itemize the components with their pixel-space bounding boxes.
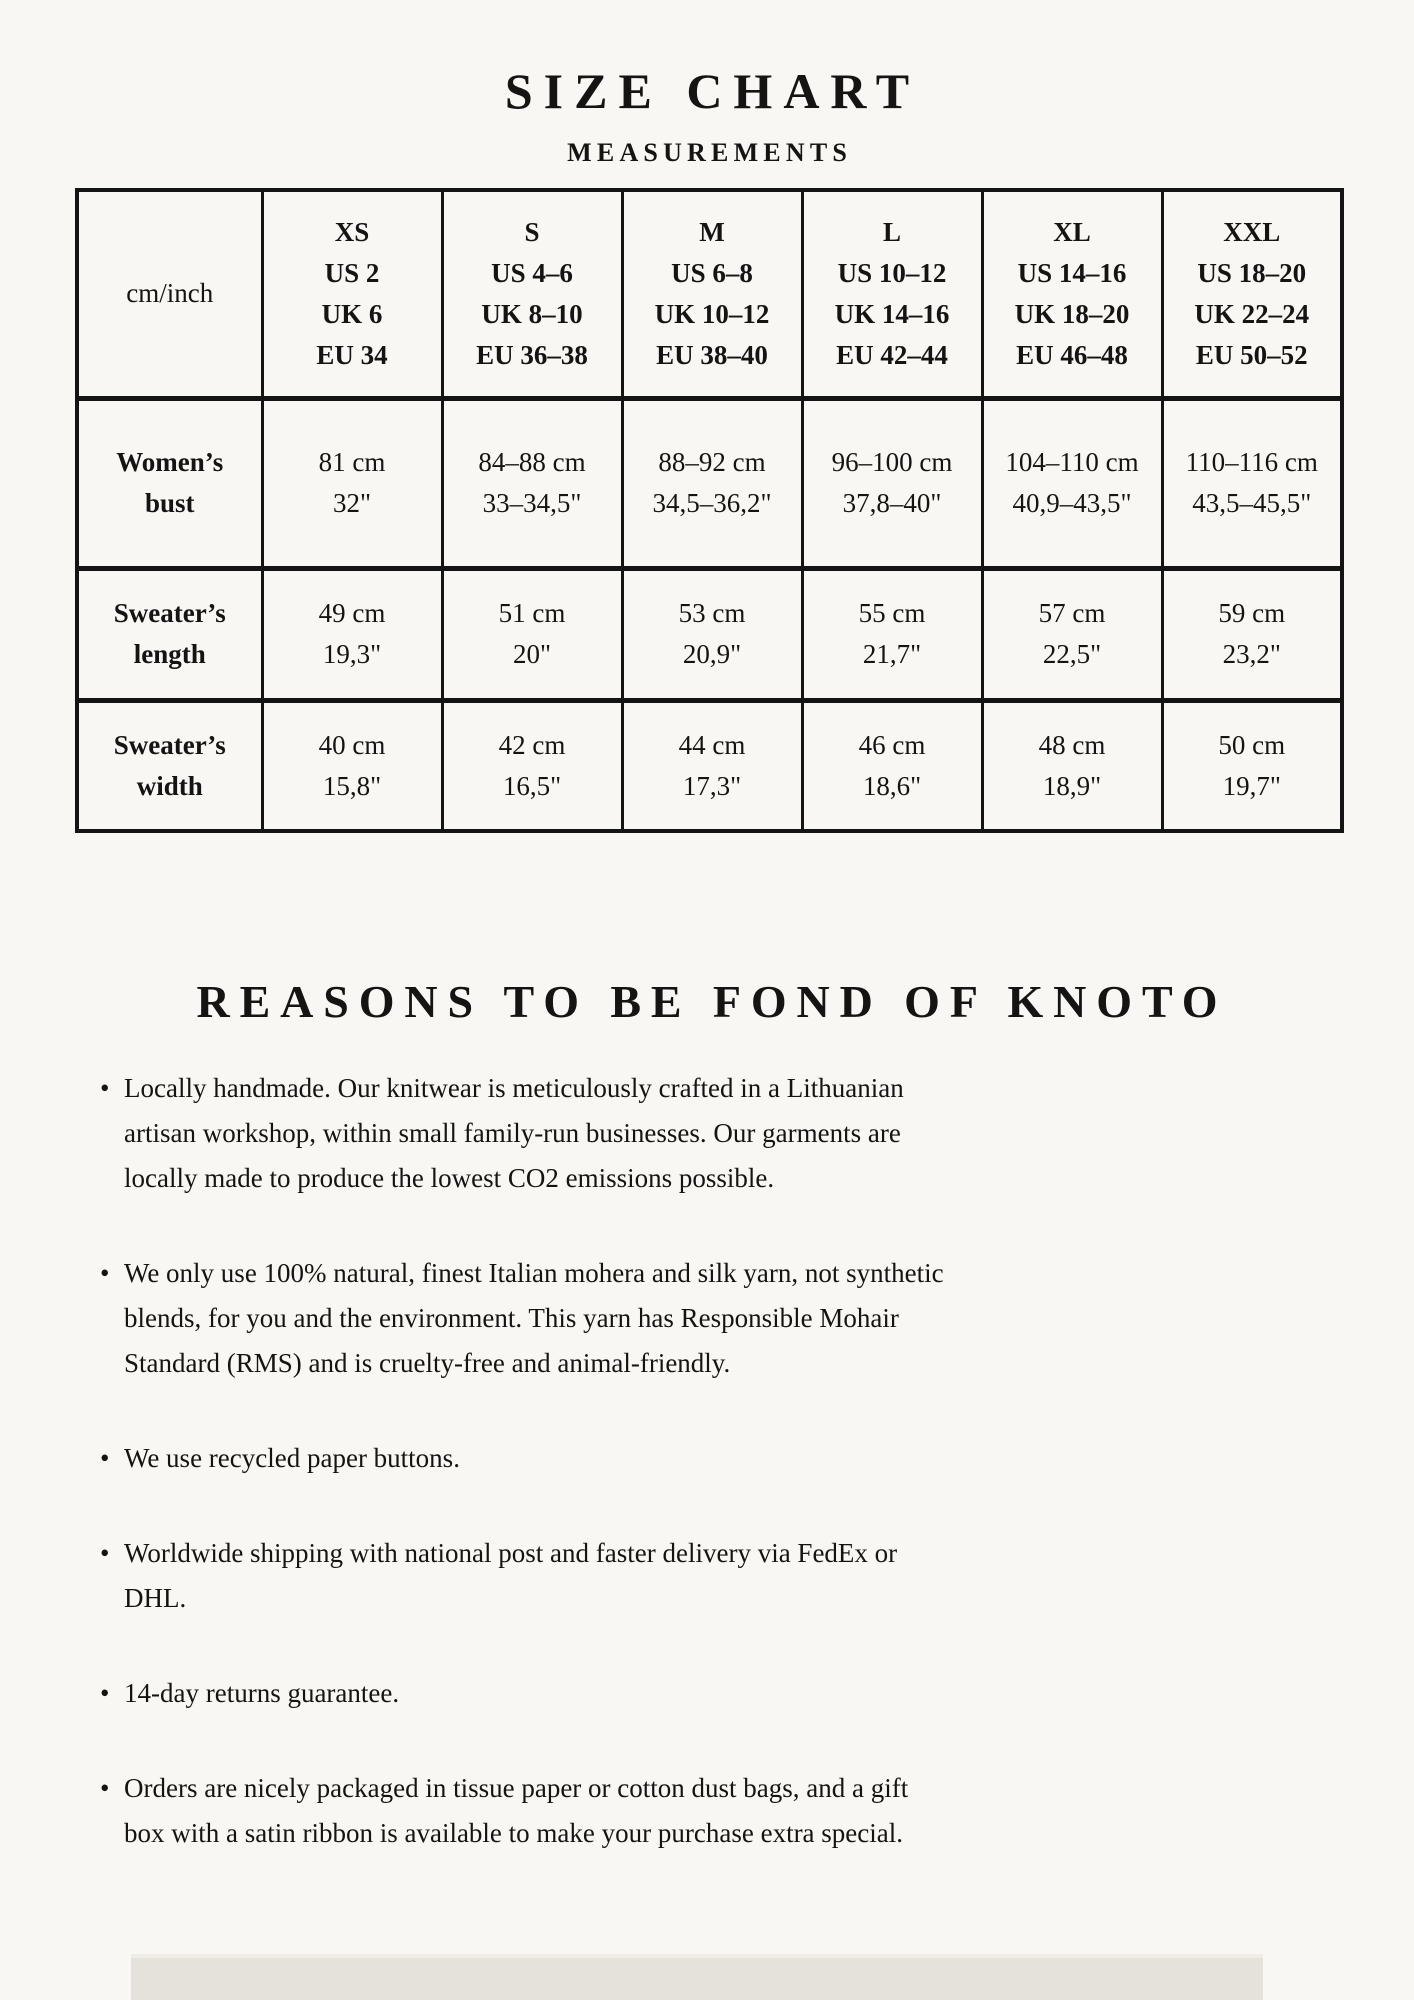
inch-value: 40,9–43,5" <box>1012 488 1132 518</box>
row-label-line: Women’s <box>116 447 224 477</box>
row-label-womens-bust <box>77 398 262 568</box>
measurement-cell <box>622 700 802 831</box>
inch-value: 18,9" <box>1042 770 1102 801</box>
cm-value: 110–116 cm <box>1185 447 1318 477</box>
us-size: US 2 <box>324 257 380 288</box>
footer-bar <box>131 1954 1263 2000</box>
reasons-heading: REASONS TO BE FOND OF KNOTO <box>196 976 1228 1027</box>
measurement-cell <box>802 700 982 831</box>
list-item-line: box with a satin ribbon is available to make your purchase extra special. <box>124 1818 904 1848</box>
uk-size: UK 14–16 <box>834 298 950 329</box>
inch-value: 20,9" <box>682 639 742 669</box>
size-label: M <box>699 216 725 247</box>
us-size: US 6–8 <box>671 257 753 288</box>
uk-size: UK 18–20 <box>1014 298 1130 329</box>
list-item <box>100 1436 1080 1481</box>
cm-value: 59 cm <box>1218 598 1286 628</box>
cm-value: 48 cm <box>1038 729 1106 760</box>
us-size: US 14–16 <box>1017 257 1127 288</box>
list-item-line: blends, for you and the environment. This yarn has Responsible Mohair <box>124 1303 899 1333</box>
inch-value: 17,3" <box>682 770 742 801</box>
size-label: XS <box>334 216 370 247</box>
eu-size: EU 46–48 <box>1016 339 1128 370</box>
size-label: L <box>882 216 901 247</box>
inch-value: 19,3" <box>322 639 382 669</box>
cm-value: 51 cm <box>498 598 566 628</box>
inch-value: 21,7" <box>862 639 922 669</box>
inch-value: 18,6" <box>862 770 922 801</box>
uk-size: UK 8–10 <box>481 298 583 329</box>
measurement-cell <box>262 700 442 831</box>
cm-value: 44 cm <box>678 729 746 760</box>
column-header-m <box>622 190 802 398</box>
cm-value: 96–100 cm <box>831 447 953 477</box>
measurement-cell <box>262 568 442 700</box>
row-label-sweaters-length <box>77 568 262 700</box>
uk-size: UK 22–24 <box>1194 298 1310 329</box>
cm-value: 42 cm <box>498 729 566 760</box>
measurement-cell <box>622 568 802 700</box>
inch-value: 33–34,5" <box>482 488 582 518</box>
column-header-l <box>802 190 982 398</box>
measurement-cell <box>982 700 1162 831</box>
cm-value: 40 cm <box>318 729 386 760</box>
measurement-cell <box>622 398 802 568</box>
measurement-cell <box>442 568 622 700</box>
cm-value: 57 cm <box>1038 598 1106 628</box>
eu-size: EU 38–40 <box>656 339 768 370</box>
table-row-sweaters-length <box>77 568 1342 700</box>
cm-value: 53 cm <box>678 598 746 628</box>
size-label: XL <box>1053 216 1091 247</box>
row-label-line: length <box>133 639 206 669</box>
list-item-line: • We use recycled paper buttons. <box>124 1443 460 1473</box>
list-item <box>100 1251 1080 1386</box>
list-item <box>100 1531 1080 1621</box>
inch-value: 37,8–40" <box>842 488 942 518</box>
measurement-cell <box>442 398 622 568</box>
measurement-cell <box>1162 700 1342 831</box>
measurement-cell <box>802 568 982 700</box>
units-label: cm/inch <box>77 190 262 398</box>
table-header-row <box>77 190 1342 398</box>
list-item-line: • Orders are nicely packaged in tissue paper or cotton dust bags, and a gift <box>124 1773 909 1803</box>
size-chart-table <box>75 188 1344 833</box>
inch-value: 34,5–36,2" <box>652 488 772 518</box>
row-label-line: Sweater’s <box>113 729 226 760</box>
size-label: S <box>524 216 540 247</box>
uk-size: UK 10–12 <box>654 298 770 329</box>
inch-value: 22,5" <box>1042 639 1102 669</box>
list-item-line: Standard (RMS) and is cruelty-free and animal-friendly. <box>124 1348 731 1378</box>
cm-value: 88–92 cm <box>658 447 766 477</box>
column-header-xxl <box>1162 190 1342 398</box>
inch-value: 32" <box>332 488 372 518</box>
inch-value: 43,5–45,5" <box>1192 488 1312 518</box>
measurement-cell <box>442 700 622 831</box>
list-item-line: • We only use 100% natural, finest Italian mohera and silk yarn, not synthetic <box>124 1258 944 1288</box>
cm-value: 81 cm <box>318 447 386 477</box>
eu-size: EU 36–38 <box>476 339 588 370</box>
table-row-sweaters-width <box>77 700 1342 831</box>
inch-value: 16,5" <box>502 770 562 801</box>
inch-value: 19,7" <box>1222 770 1281 801</box>
inch-value: 23,2" <box>1222 639 1281 669</box>
cm-value: 46 cm <box>858 729 926 760</box>
measurement-cell <box>262 398 442 568</box>
page-subtitle: MEASUREMENTS <box>567 138 853 167</box>
row-label-line: width <box>136 770 203 801</box>
list-item-line: artisan workshop, within small family-run businesses. Our garments are <box>124 1118 901 1148</box>
size-label: XXL <box>1223 216 1281 247</box>
uk-size: UK 6 <box>321 298 383 329</box>
measurement-cell <box>982 568 1162 700</box>
cm-value: 55 cm <box>858 598 926 628</box>
list-item <box>100 1671 1080 1716</box>
list-item-line: locally made to produce the lowest CO2 emissions possible. <box>124 1163 775 1193</box>
cm-value: 50 cm <box>1218 729 1286 760</box>
inch-value: 20" <box>512 639 552 669</box>
us-size: US 18–20 <box>1197 257 1307 288</box>
list-item-line: DHL. <box>124 1583 187 1613</box>
row-label-line: bust <box>144 488 195 518</box>
inch-value: 15,8" <box>322 770 382 801</box>
table-row-womens-bust <box>77 398 1342 568</box>
page-title: SIZE CHART <box>504 63 921 119</box>
reasons-list <box>100 1066 1080 1906</box>
us-size: US 4–6 <box>491 257 573 288</box>
us-size: US 10–12 <box>837 257 947 288</box>
list-item-line: • 14-day returns guarantee. <box>124 1678 400 1708</box>
measurement-cell <box>802 398 982 568</box>
cm-value: 49 cm <box>318 598 386 628</box>
list-item-line: • Locally handmade. Our knitwear is meticulously crafted in a Lithuanian <box>124 1073 904 1103</box>
list-item-line: • Worldwide shipping with national post and faster delivery via FedEx or <box>124 1538 898 1568</box>
column-header-xs <box>262 190 442 398</box>
column-header-s <box>442 190 622 398</box>
column-header-xl <box>982 190 1162 398</box>
cm-value: 104–110 cm <box>1005 447 1139 477</box>
eu-size: EU 42–44 <box>836 339 948 370</box>
measurement-cell <box>982 398 1162 568</box>
cm-value: 84–88 cm <box>478 447 586 477</box>
row-label-sweaters-width <box>77 700 262 831</box>
measurement-cell <box>1162 568 1342 700</box>
measurement-cell <box>1162 398 1342 568</box>
row-label-line: Sweater’s <box>113 598 226 628</box>
eu-size: EU 34 <box>316 339 388 370</box>
list-item <box>100 1766 1080 1856</box>
list-item <box>100 1066 1080 1201</box>
eu-size: EU 50–52 <box>1195 339 1308 370</box>
